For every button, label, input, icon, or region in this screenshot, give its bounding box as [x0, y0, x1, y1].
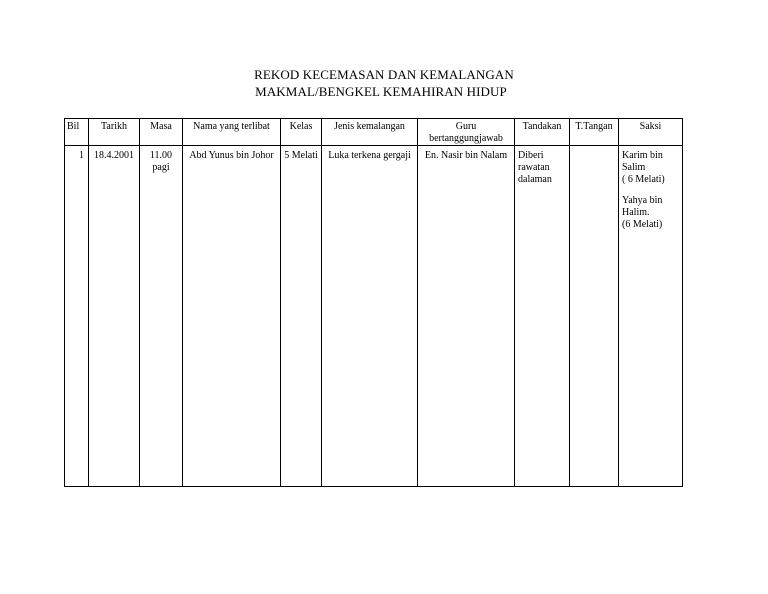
cell-saksi-2-line-1: Yahya bin — [622, 195, 663, 206]
cell-saksi-1-line-2: Salim — [622, 162, 646, 173]
header-jenis: Jenis kemalangan — [322, 119, 418, 146]
header-kelas: Kelas — [281, 119, 322, 146]
header-masa: Masa — [140, 119, 183, 146]
cell-bil: 1 — [65, 146, 89, 487]
header-bil: Bil — [65, 119, 89, 146]
header-ttangan: T.Tangan — [570, 119, 619, 146]
header-guru-line-2: bertanggungjawab — [429, 133, 503, 144]
document-title-line-2: MAKMAL/BENGKEL KEMAHIRAN HIDUP — [255, 84, 507, 99]
cell-tindakan-line-3: dalaman — [518, 174, 552, 185]
header-nama: Nama yang terlibat — [183, 119, 281, 146]
document-title-line-1: REKOD KECEMASAN DAN KEMALANGAN — [254, 67, 514, 82]
cell-kelas: 5 Melati — [281, 146, 322, 487]
cell-saksi-1-line-1: Karim bin — [622, 150, 663, 161]
cell-ttangan — [570, 146, 619, 487]
header-tindakan: Tandakan — [515, 119, 570, 146]
cell-masa-line-2: pagi — [152, 162, 170, 173]
header-guru-line-1: Guru — [455, 121, 477, 132]
cell-tindakan-line-2: rawatan — [518, 162, 550, 173]
cell-guru: En. Nasir bin Nalam — [418, 146, 515, 487]
cell-saksi — [619, 146, 683, 487]
cell-saksi-2-line-2: Halim. — [622, 207, 650, 218]
cell-tindakan-line-1: Diberi — [518, 150, 544, 161]
header-tarikh: Tarikh — [89, 119, 140, 146]
table-header-row — [65, 119, 683, 146]
table-row — [65, 146, 683, 487]
cell-jenis: Luka terkena gergaji — [322, 146, 418, 487]
cell-nama: Abd Yunus bin Johor — [183, 146, 281, 487]
cell-saksi-1-line-3: ( 6 Melati) — [622, 174, 665, 185]
accident-record-table — [64, 118, 683, 487]
cell-tindakan — [515, 146, 570, 487]
header-saksi: Saksi — [619, 119, 683, 146]
cell-masa-line-1: 11.00 — [149, 150, 173, 161]
cell-tarikh: 18.4.2001 — [89, 146, 140, 487]
cell-masa — [140, 146, 183, 487]
saksi-spacer — [622, 186, 682, 195]
cell-saksi-2-line-3: (6 Melati) — [622, 219, 663, 230]
header-guru — [418, 119, 515, 146]
